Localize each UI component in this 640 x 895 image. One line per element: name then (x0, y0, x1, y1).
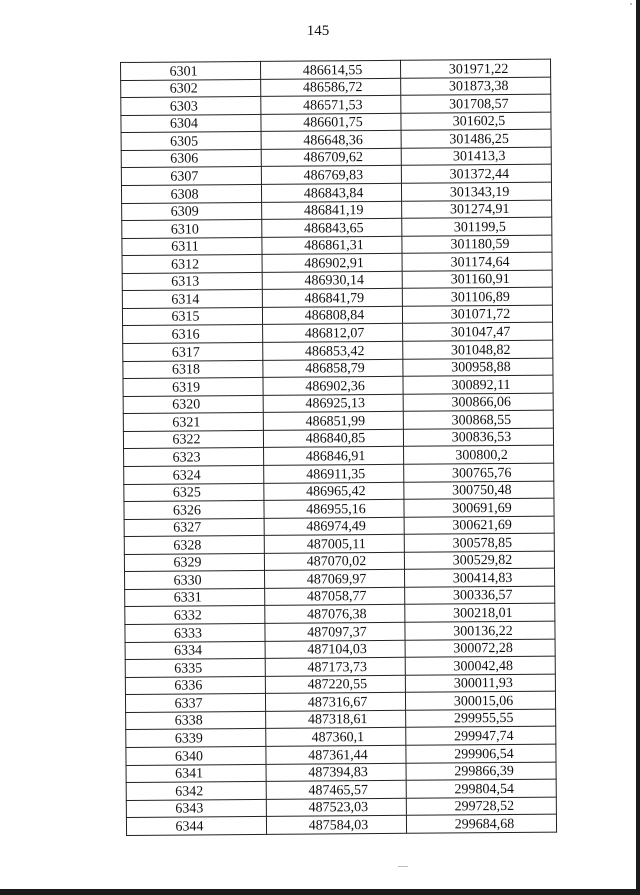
x-coordinate-cell: 486902,36 (263, 376, 403, 395)
point-number-cell: 6307 (121, 167, 261, 186)
point-number-cell: 6333 (125, 623, 265, 642)
y-coordinate-cell: 301971,22 (400, 59, 550, 78)
y-coordinate-cell: 301602,5 (401, 112, 551, 131)
x-coordinate-cell: 487584,03 (266, 815, 406, 834)
y-coordinate-cell: 301071,72 (402, 305, 552, 324)
point-number-cell: 6306 (121, 149, 261, 168)
coordinates-table (120, 59, 557, 836)
y-coordinate-cell: 300578,85 (404, 533, 554, 552)
point-number-cell: 6342 (126, 781, 266, 800)
x-coordinate-cell: 486808,84 (262, 306, 402, 325)
y-coordinate-cell: 301708,57 (401, 94, 551, 113)
y-coordinate-cell: 300414,83 (404, 568, 554, 587)
scan-artifact (630, 3, 632, 5)
x-coordinate-cell: 487523,03 (266, 798, 406, 817)
x-coordinate-cell: 486853,42 (263, 341, 403, 360)
y-coordinate-cell: 300866,06 (403, 393, 553, 412)
point-number-cell: 6315 (122, 307, 262, 326)
y-coordinate-cell: 300836,53 (403, 428, 553, 447)
y-coordinate-cell: 300136,22 (405, 621, 555, 640)
x-coordinate-cell: 487360,1 (266, 728, 406, 747)
y-coordinate-cell: 300800,2 (404, 445, 554, 464)
point-number-cell: 6314 (122, 290, 262, 309)
x-coordinate-cell: 487394,83 (266, 763, 406, 782)
y-coordinate-cell: 301873,38 (401, 77, 551, 96)
x-coordinate-cell: 487104,03 (265, 640, 405, 659)
point-number-cell: 6313 (122, 272, 262, 291)
x-coordinate-cell: 487316,67 (265, 693, 405, 712)
x-coordinate-cell: 486709,62 (261, 148, 401, 167)
point-number-cell: 6309 (122, 202, 262, 221)
x-coordinate-cell: 486925,13 (263, 394, 403, 413)
x-coordinate-cell: 486851,99 (263, 412, 403, 431)
x-coordinate-cell: 487361,44 (266, 745, 406, 764)
x-coordinate-cell: 487097,37 (265, 622, 405, 641)
x-coordinate-cell: 486841,19 (262, 201, 402, 220)
point-number-cell: 6312 (122, 255, 262, 274)
x-coordinate-cell: 486965,42 (264, 482, 404, 501)
y-coordinate-cell: 299906,54 (406, 744, 556, 763)
point-number-cell: 6323 (124, 448, 264, 467)
y-coordinate-cell: 301486,25 (401, 129, 551, 148)
y-coordinate-cell: 301180,59 (402, 235, 552, 254)
x-coordinate-cell: 486586,72 (261, 78, 401, 97)
x-coordinate-cell: 486840,85 (263, 429, 403, 448)
x-coordinate-cell: 486846,91 (264, 447, 404, 466)
point-number-cell: 6331 (125, 588, 265, 607)
point-number-cell: 6332 (125, 606, 265, 625)
point-number-cell: 6303 (121, 97, 261, 116)
x-coordinate-cell: 486861,31 (262, 236, 402, 255)
point-number-cell: 6310 (122, 219, 262, 238)
point-number-cell: 6343 (126, 799, 266, 818)
y-coordinate-cell: 300691,69 (404, 498, 554, 517)
point-number-cell: 6336 (125, 676, 265, 695)
x-coordinate-cell: 486843,84 (261, 183, 401, 202)
point-number-cell: 6308 (121, 184, 261, 203)
x-coordinate-cell: 487173,73 (265, 657, 405, 676)
x-coordinate-cell: 486841,79 (262, 289, 402, 308)
y-coordinate-cell: 299866,39 (406, 762, 556, 781)
point-number-cell: 6324 (124, 465, 264, 484)
point-number-cell: 6321 (123, 413, 263, 432)
y-coordinate-cell: 301372,44 (401, 164, 551, 183)
x-coordinate-cell: 486769,83 (261, 166, 401, 185)
point-number-cell: 6339 (126, 729, 266, 748)
point-number-cell: 6302 (121, 79, 261, 98)
x-coordinate-cell: 486974,49 (264, 517, 404, 536)
x-coordinate-cell: 487318,61 (266, 710, 406, 729)
y-coordinate-cell: 301174,64 (402, 252, 552, 271)
y-coordinate-cell: 300042,48 (405, 656, 555, 675)
point-number-cell: 6318 (123, 360, 263, 379)
x-coordinate-cell: 486648,36 (261, 131, 401, 150)
point-number-cell: 6301 (121, 61, 261, 80)
x-coordinate-cell: 487070,02 (264, 552, 404, 571)
y-coordinate-cell: 300868,55 (403, 410, 553, 429)
y-coordinate-cell: 300072,28 (405, 639, 555, 658)
page-number: 145 (306, 23, 330, 39)
x-coordinate-cell: 487465,57 (266, 780, 406, 799)
x-coordinate-cell: 486614,55 (260, 60, 400, 79)
y-coordinate-cell: 299947,74 (406, 726, 556, 745)
y-coordinate-cell: 300892,11 (403, 375, 553, 394)
point-number-cell: 6325 (124, 483, 264, 502)
point-number-cell: 6330 (125, 571, 265, 590)
x-coordinate-cell: 487058,77 (265, 587, 405, 606)
y-coordinate-cell: 301199,5 (402, 217, 552, 236)
x-coordinate-cell: 486911,35 (264, 464, 404, 483)
point-number-cell: 6304 (121, 114, 261, 133)
point-number-cell: 6340 (126, 746, 266, 765)
point-number-cell: 6322 (123, 430, 263, 449)
y-coordinate-cell: 301274,91 (402, 200, 552, 219)
x-coordinate-cell: 487076,38 (265, 605, 405, 624)
x-coordinate-cell: 486571,53 (261, 95, 401, 114)
y-coordinate-cell: 301160,91 (402, 270, 552, 289)
point-number-cell: 6344 (126, 817, 266, 836)
y-coordinate-cell: 300750,48 (404, 481, 554, 500)
y-coordinate-cell: 300529,82 (404, 551, 554, 570)
x-coordinate-cell: 486930,14 (262, 271, 402, 290)
point-number-cell: 6327 (124, 518, 264, 537)
point-number-cell: 6337 (125, 694, 265, 713)
y-coordinate-cell: 300621,69 (404, 516, 554, 535)
table-row (126, 814, 556, 835)
y-coordinate-cell: 301047,47 (403, 323, 553, 342)
x-coordinate-cell: 487005,11 (264, 534, 404, 553)
y-coordinate-cell: 300011,93 (405, 674, 555, 693)
y-coordinate-cell: 300015,06 (405, 691, 555, 710)
point-number-cell: 6334 (125, 641, 265, 660)
x-coordinate-cell: 486601,75 (261, 113, 401, 132)
point-number-cell: 6320 (123, 395, 263, 414)
x-coordinate-cell: 486955,16 (264, 499, 404, 518)
x-coordinate-cell: 486858,79 (263, 359, 403, 378)
y-coordinate-cell: 301048,82 (403, 340, 553, 359)
point-number-cell: 6317 (123, 342, 263, 361)
point-number-cell: 6335 (125, 659, 265, 678)
x-coordinate-cell: 487220,55 (265, 675, 405, 694)
y-coordinate-cell: 300336,57 (405, 586, 555, 605)
x-coordinate-cell: 486902,91 (262, 253, 402, 272)
y-coordinate-cell: 299684,68 (406, 814, 556, 833)
y-coordinate-cell: 301343,19 (401, 182, 551, 201)
x-coordinate-cell: 487069,97 (264, 570, 404, 589)
point-number-cell: 6329 (124, 553, 264, 572)
y-coordinate-cell: 300218,01 (405, 604, 555, 623)
point-number-cell: 6341 (126, 764, 266, 783)
y-coordinate-cell: 299804,54 (406, 779, 556, 798)
point-number-cell: 6311 (122, 237, 262, 256)
point-number-cell: 6338 (126, 711, 266, 730)
y-coordinate-cell: 299955,55 (406, 709, 556, 728)
x-coordinate-cell: 486843,65 (262, 218, 402, 237)
y-coordinate-cell: 300765,76 (404, 463, 554, 482)
y-coordinate-cell: 301413,3 (401, 147, 551, 166)
y-coordinate-cell: 300958,88 (403, 358, 553, 377)
point-number-cell: 6316 (123, 325, 263, 344)
point-number-cell: 6305 (121, 132, 261, 151)
x-coordinate-cell: 486812,07 (263, 324, 403, 343)
y-coordinate-cell: 299728,52 (406, 797, 556, 816)
coordinates-table-body (121, 59, 557, 835)
point-number-cell: 6326 (124, 500, 264, 519)
scan-artifact (398, 866, 408, 867)
y-coordinate-cell: 301106,89 (402, 287, 552, 306)
point-number-cell: 6319 (123, 378, 263, 397)
point-number-cell: 6328 (124, 536, 264, 555)
